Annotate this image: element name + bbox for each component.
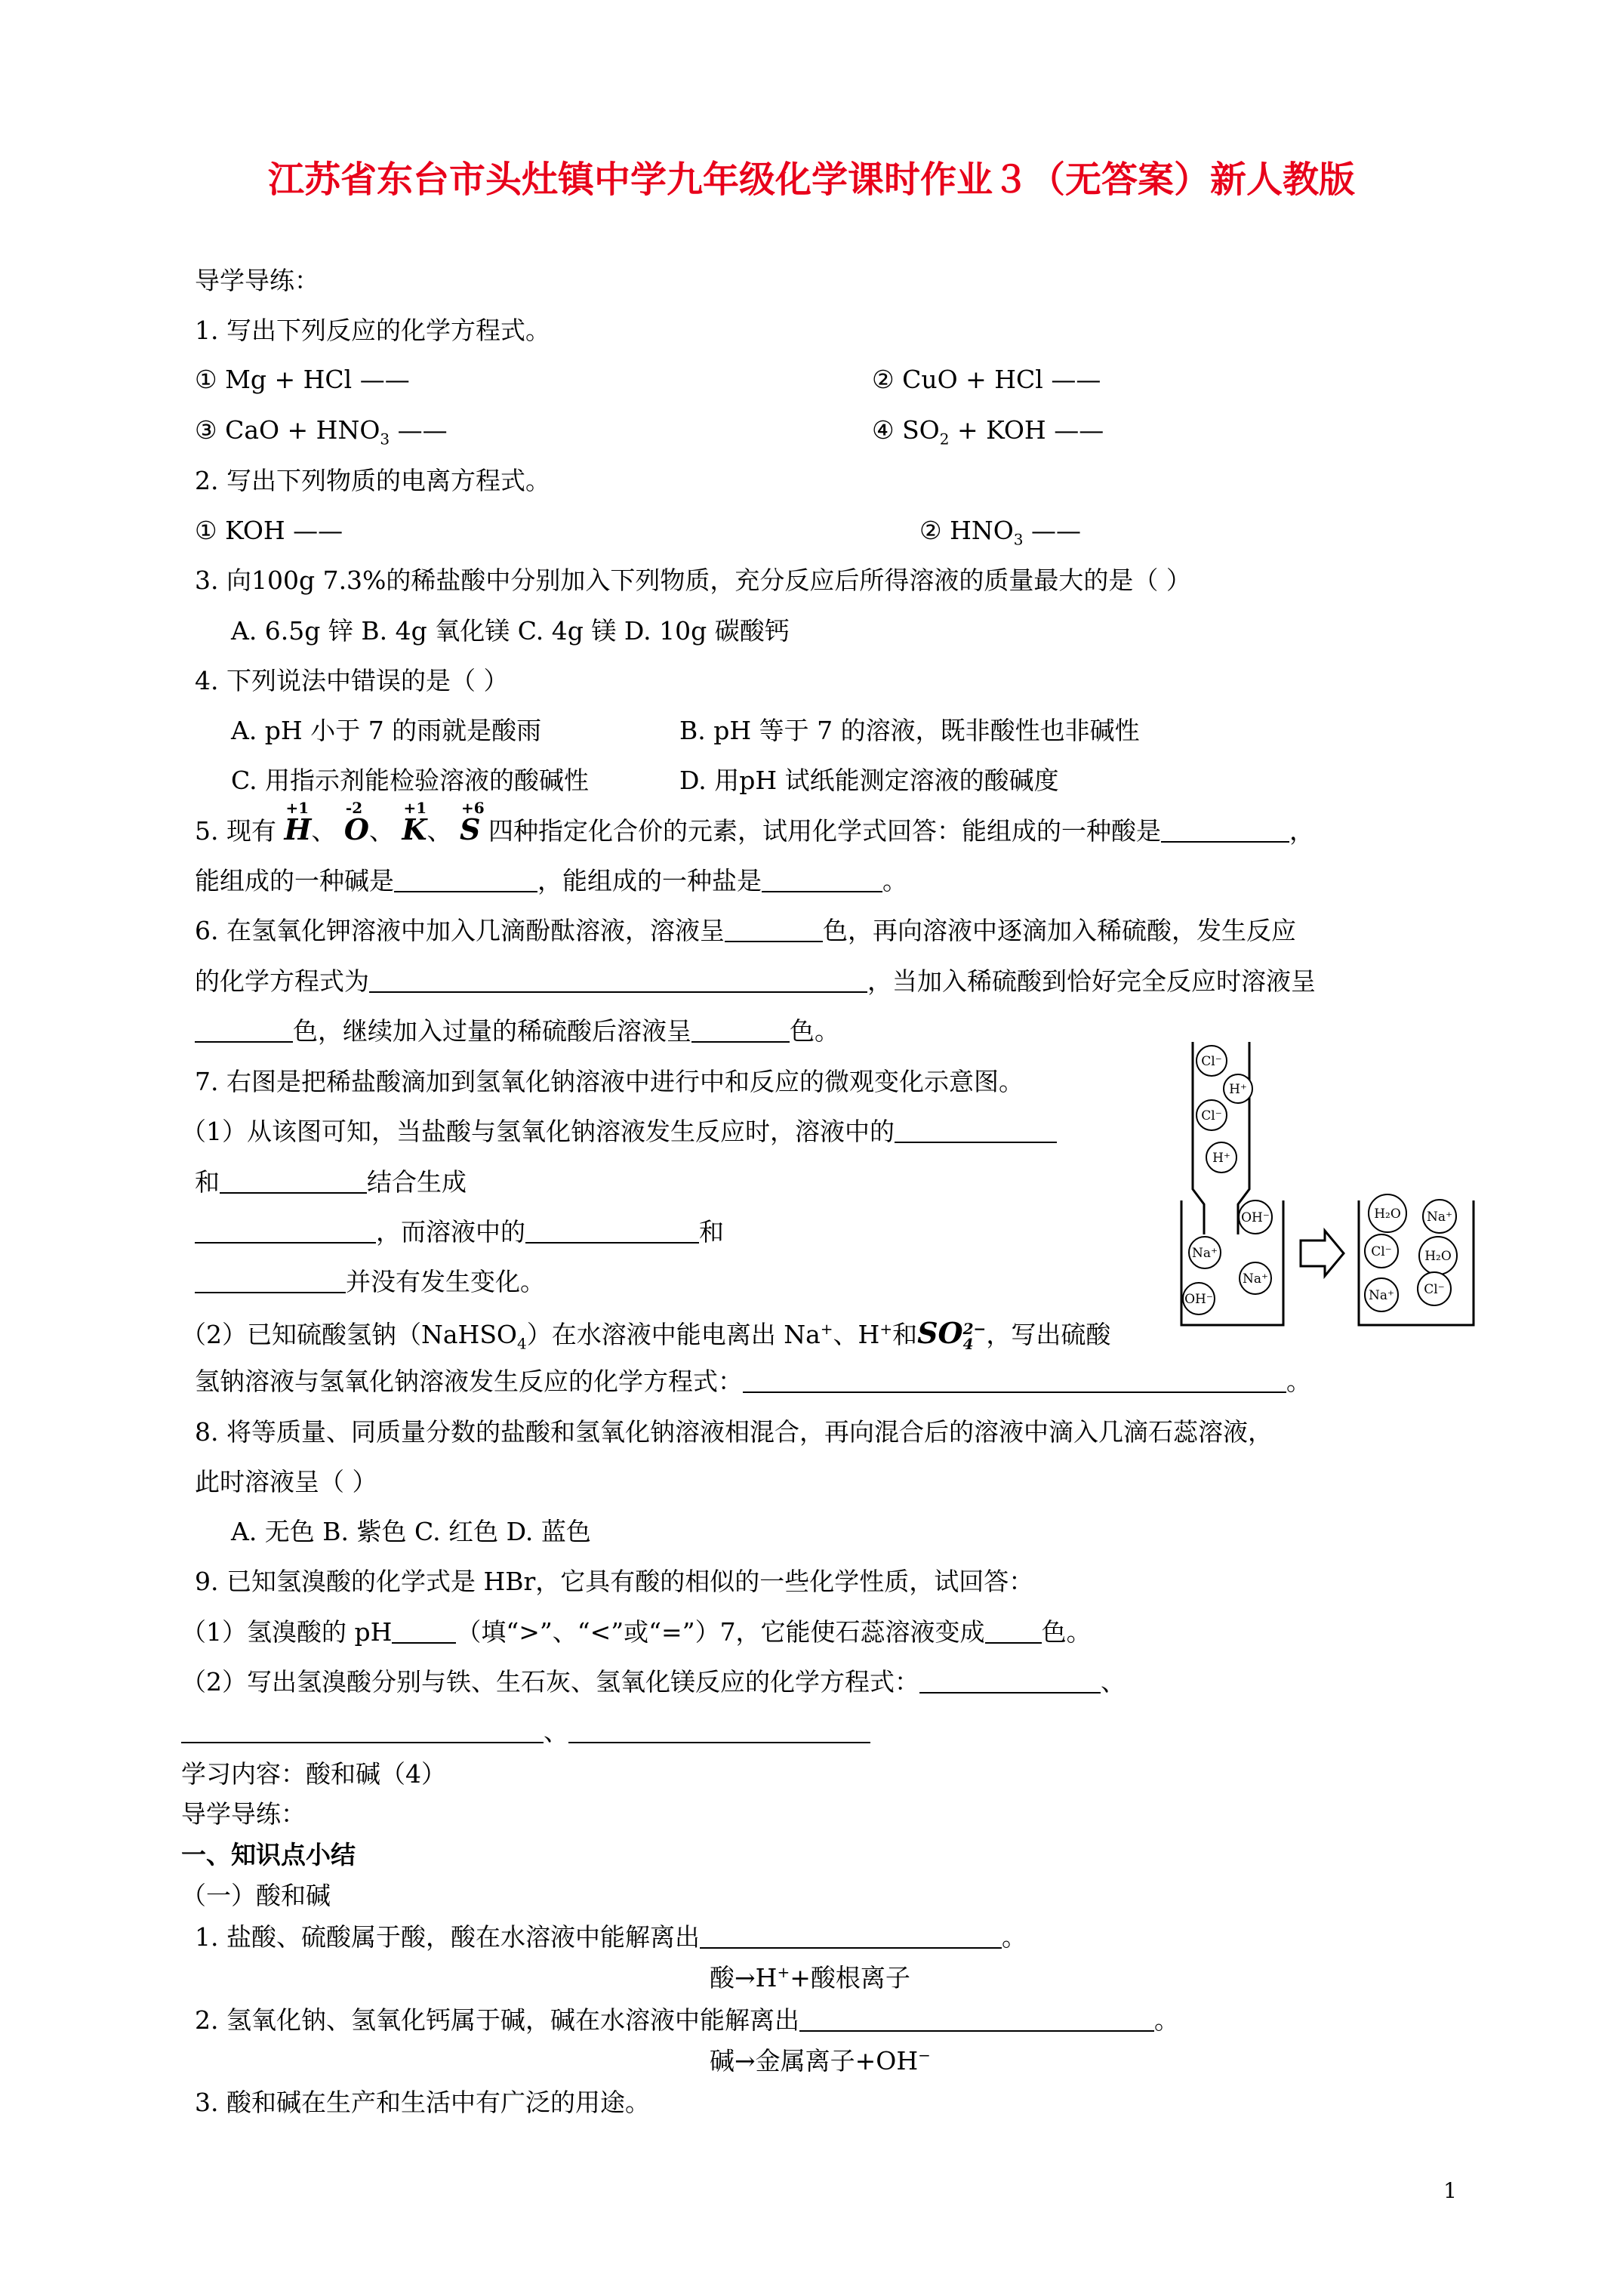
- question-4-option-c: C. 用指示剂能检验溶液的酸碱性: [231, 766, 590, 795]
- question-7-part-1-line-1: （1）从该图可知，当盐酸与氢氧化钠溶液发生反应时，溶液中的: [181, 1119, 1057, 1144]
- ionization-2: ② $HNO_3$ ——: [919, 516, 1082, 549]
- answer-blank[interactable]: [725, 918, 823, 942]
- answer-blank[interactable]: [195, 1019, 293, 1043]
- question-6-line-3: 色，继续加入过量的稀硫酸后溶液呈 色。: [195, 1019, 839, 1043]
- answer-blank[interactable]: [568, 1719, 870, 1743]
- answer-blank[interactable]: [1161, 818, 1289, 843]
- page-number: 1: [1443, 2178, 1457, 2203]
- sodium-ion-label: Na⁺: [1243, 1271, 1268, 1287]
- question-7-part-2-line-2: 氢钠溶液与氢氧化钠溶液发生反应的化学方程式： 。: [195, 1367, 1311, 1396]
- question-6-line-2: 的化学方程式为 ，当加入稀硫酸到恰好完全反应时溶液呈: [195, 966, 1316, 996]
- question-8-stem: 8. 将等质量、同质量分数的盐酸和氢氧化钠溶液相混合，再向混合后的溶液中滴入几滴石蕊溶液，: [195, 1417, 1273, 1447]
- item-2: 2. 氢氧化钠、氢氧化钙属于碱，碱在水溶液中能解离出 。: [195, 2005, 1179, 2035]
- acid-base-heading: （一）酸和碱: [181, 1881, 331, 1910]
- answer-blank[interactable]: [392, 1620, 456, 1644]
- acid-note: 酸→H++酸根离子: [710, 1963, 910, 1992]
- section-heading: 导学导练：: [195, 266, 319, 295]
- question-8-options: A. 无色 B. 紫色 C. 红色 D. 蓝色: [231, 1517, 591, 1546]
- answer-blank[interactable]: [691, 1019, 790, 1043]
- answer-blank[interactable]: [195, 1219, 376, 1244]
- chloride-ion-label: Cl⁻: [1371, 1244, 1392, 1259]
- answer-blank[interactable]: [895, 1119, 1057, 1143]
- answer-blank[interactable]: [195, 1269, 346, 1293]
- question-8-stem-2: 此时溶液呈（ ）: [195, 1467, 377, 1496]
- hydrogen-valence: +1 H: [284, 799, 312, 846]
- question-9-part-1: （1）氢溴酸的 pH （填“>”、“<”或“=”）7，它能使石蕊溶液变成 色。: [181, 1617, 1092, 1647]
- hydrogen-ion-label: H⁺: [1212, 1151, 1230, 1166]
- oxygen-valence: -2 O: [343, 799, 369, 846]
- sodium-ion-label: Na⁺: [1192, 1246, 1218, 1261]
- question-4-option-b: B. pH 等于 7 的溶液，既非酸性也非碱性: [679, 716, 1140, 745]
- question-4-stem: 4. 下列说法中错误的是（ ）: [195, 666, 509, 695]
- question-3-options: A. 6.5g 锌 B. 4g 氧化镁 C. 4g 镁 D. 10g 碳酸钙: [231, 616, 790, 646]
- hydroxide-ion-label: OH⁻: [1184, 1292, 1213, 1307]
- page-title: 江苏省东台市头灶镇中学九年级化学课时作业３（无答案）新人教版: [267, 159, 1355, 201]
- answer-blank[interactable]: [525, 1219, 699, 1244]
- reaction-3: ③ CaO + $HNO_3$ ——: [195, 415, 448, 448]
- question-1-stem: 1. 写出下列反应的化学方程式。: [195, 316, 550, 345]
- question-7-part-2-line-1: （2）已知硫酸氢钠（NaHSO$_4$）在水溶液中能电离出 Na+、H+和SO 2− 4 ，写出硫酸: [181, 1316, 1111, 1353]
- question-7-part-1-line-2: 和 结合生成: [195, 1167, 467, 1197]
- question-4-option-d: D. 用pH 试纸能测定溶液的酸碱度: [679, 766, 1059, 795]
- question-6-line-1: 6. 在氢氧化钾溶液中加入几滴酚酞溶液，溶液呈 色，再向溶液中逐滴加入稀硫酸，发生反应: [195, 916, 1296, 945]
- chloride-ion-label: Cl⁻: [1201, 1108, 1222, 1123]
- potassium-valence: +1 K: [402, 799, 427, 846]
- item-3: 3. 酸和碱在生产和生活中有广泛的用途。: [195, 2088, 650, 2117]
- neutralization-diagram: [1178, 1038, 1480, 1333]
- answer-blank[interactable]: [369, 969, 867, 993]
- hydroxide-ion-label: OH⁻: [1241, 1210, 1270, 1225]
- hydrogen-ion-label: H⁺: [1229, 1082, 1247, 1097]
- answer-blank[interactable]: [220, 1170, 367, 1194]
- answer-blank[interactable]: [762, 868, 882, 892]
- knowledge-summary-heading: 一、知识点小结: [181, 1840, 356, 1869]
- answer-blank[interactable]: [799, 2008, 1154, 2032]
- answer-blank[interactable]: [700, 1925, 1002, 1949]
- sulfur-valence: +6 S: [460, 799, 485, 846]
- chloride-ion-label: Cl⁻: [1424, 1282, 1445, 1297]
- question-5-line-1: 5. 现有 +1 H、 -2 O、 +1 K、 +6 S 四种指定化合价的元素，试用化学式回答：能组成的一种酸是 ，: [195, 799, 1314, 846]
- question-3-stem: 3. 向100g 7.3%的稀盐酸中分别加入下列物质，充分反应后所得溶液的质量最大的是（ ）: [195, 566, 1191, 595]
- question-9-part-2: （2）写出氢溴酸分别与铁、生石灰、氢氧化镁反应的化学方程式： 、: [181, 1667, 1126, 1697]
- reaction-2: ② CuO + HCl ——: [872, 365, 1101, 394]
- sodium-ion-label: Na⁺: [1427, 1210, 1452, 1225]
- answer-blank[interactable]: [743, 1369, 1286, 1393]
- learning-content: 学习内容：酸和碱（4）: [181, 1759, 446, 1789]
- question-5-line-2: 能组成的一种碱是 ，能组成的一种盐是 。: [195, 866, 907, 895]
- sodium-ion-label: Na⁺: [1369, 1288, 1394, 1303]
- item-1: 1. 盐酸、硫酸属于酸，酸在水溶液中能解离出 。: [195, 1922, 1027, 1952]
- reaction-1: ① Mg + HCl ——: [195, 365, 410, 394]
- question-7-stem: 7. 右图是把稀盐酸滴加到氢氧化钠溶液中进行中和反应的微观变化示意图。: [195, 1067, 1024, 1096]
- question-7-part-1-line-3: ，而溶液中的 和: [195, 1219, 724, 1244]
- sulfate-ion: SO 2− 4: [917, 1316, 987, 1353]
- question-2-stem: 2. 写出下列物质的电离方程式。: [195, 466, 550, 495]
- answer-blank[interactable]: [181, 1719, 544, 1743]
- ionization-1: ① KOH ——: [195, 516, 343, 545]
- chloride-ion-label: Cl⁻: [1201, 1054, 1222, 1069]
- question-9-stem: 9. 已知氢溴酸的化学式是 HBr，它具有酸的相似的一些化学性质，试回答：: [195, 1567, 1034, 1596]
- answer-blank[interactable]: [985, 1620, 1042, 1644]
- question-7-part-1-line-4: 并没有发生变化。: [195, 1269, 545, 1294]
- answer-blank[interactable]: [394, 868, 537, 892]
- question-9-part-2-line-2: 、: [181, 1719, 870, 1744]
- water-molecule-label: H₂O: [1424, 1249, 1452, 1264]
- reaction-4: ④ $SO_2$ + KOH ——: [872, 415, 1104, 448]
- answer-blank[interactable]: [919, 1669, 1101, 1693]
- water-molecule-label: H₂O: [1374, 1207, 1401, 1222]
- section-heading: 导学导练：: [181, 1799, 306, 1829]
- question-4-option-a: A. pH 小于 7 的雨就是酸雨: [231, 716, 542, 745]
- base-note: 碱→金属离子+OH−: [710, 2046, 931, 2076]
